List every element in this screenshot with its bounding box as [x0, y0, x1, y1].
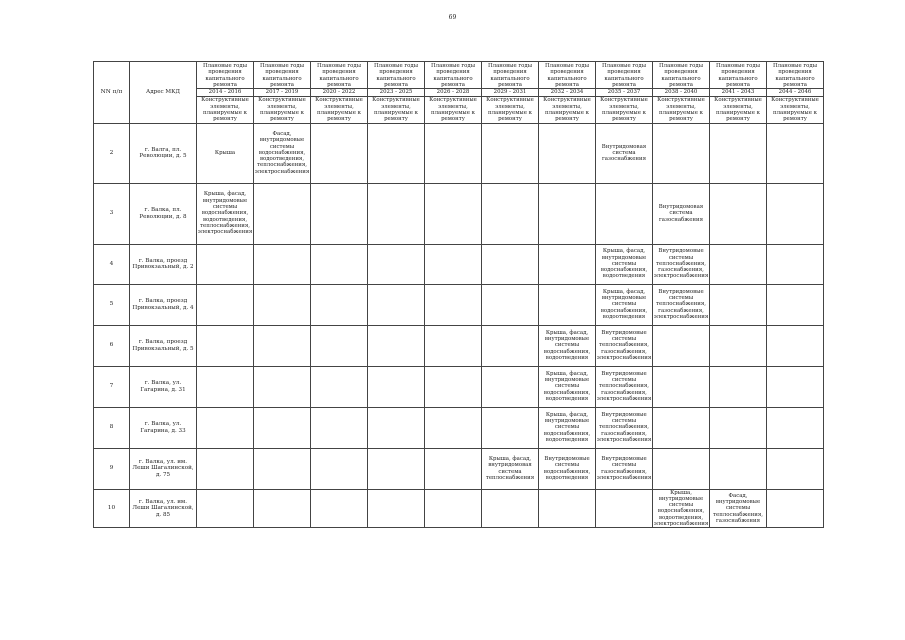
row-number: 8 [94, 407, 130, 448]
period-title: Плановые годы проведения капитального ремонта [259, 62, 305, 88]
table-row [94, 407, 824, 448]
header-period-4 [425, 62, 482, 97]
row-cell-period-0: Крыша, фасад, внутридомовые системы водоснабжения, водоотведения, теплоснабжения, электроснабжения [197, 183, 254, 244]
header-period-5 [482, 62, 539, 97]
row-cell-period-3 [368, 244, 425, 284]
period-title: Плановые годы проведения капитального ремонта [430, 62, 476, 88]
row-cell-period-10 [767, 325, 824, 366]
row-cell-period-8: Внутридомовые системы теплоснабжения, газоснабжения, электроснабжения [653, 284, 710, 325]
row-cell-period-8 [653, 407, 710, 448]
row-cell-period-1 [254, 325, 311, 366]
row-cell-period-1 [254, 183, 311, 244]
row-cell-period-10 [767, 244, 824, 284]
row-cell-period-3 [368, 325, 425, 366]
row-address: г. Валка, ул. Гагарина, д. 33 [130, 407, 197, 448]
row-cell-period-7: Внутридомовая система газоснабжения [596, 123, 653, 183]
row-cell-period-4 [425, 489, 482, 528]
row-cell-period-3 [368, 448, 425, 489]
row-cell-period-5 [482, 123, 539, 183]
header-row-periods [94, 62, 824, 97]
row-cell-period-1 [254, 366, 311, 407]
period-title: Плановые годы проведения капитального ремонта [715, 62, 761, 88]
period-title: Плановые годы проведения капитального ремонта [316, 62, 362, 88]
row-number: 9 [94, 448, 130, 489]
row-cell-period-0 [197, 489, 254, 528]
header-period-1 [254, 62, 311, 97]
period-years: 2038 - 2040 [653, 88, 709, 95]
capital-repair-plan-table [93, 61, 824, 528]
table-row [94, 183, 824, 244]
row-cell-period-0 [197, 366, 254, 407]
period-title: Плановые годы проведения капитального ремонта [373, 62, 419, 88]
header-num: NN п/п [94, 62, 130, 124]
row-cell-period-10 [767, 123, 824, 183]
header-elements-6: Конструктивные элементы, планируемые к ремонту [539, 97, 596, 123]
period-title: Плановые годы проведения капитального ремонта [544, 62, 590, 88]
row-cell-period-9 [710, 244, 767, 284]
period-years: 2023 - 2025 [368, 88, 424, 95]
row-cell-period-5 [482, 407, 539, 448]
row-cell-period-9: Фасад, внутридомовые системы теплоснабжения, газоснабжения [710, 489, 767, 528]
row-cell-period-4 [425, 244, 482, 284]
period-years: 2026 - 2028 [425, 88, 481, 95]
row-cell-period-1: Фасад, внутридомовые системы водоснабжения, водоотведения, теплоснабжения, электроснабжения [254, 123, 311, 183]
period-title: Плановые годы проведения капитального ремонта [772, 62, 818, 88]
header-elements-7: Конструктивные элементы, планируемые к ремонту [596, 97, 653, 123]
header-period-2 [311, 62, 368, 97]
row-cell-period-8: Крыша, внутридомовые системы водоснабжения, водоотведения, электроснабжения [653, 489, 709, 527]
row-cell-period-5 [482, 366, 539, 407]
row-cell-period-5: Крыша, фасад, внутридомовая система теплоснабжения [482, 448, 539, 489]
row-cell-period-2 [311, 448, 368, 489]
row-cell-period-9 [710, 284, 767, 325]
row-cell-period-7: Внутридомовые системы теплоснабжения, газоснабжения, электроснабжения [596, 407, 653, 448]
row-cell-period-7 [596, 183, 653, 244]
row-cell-period-9 [710, 407, 767, 448]
row-cell-period-8 [653, 366, 710, 407]
row-cell-period-2 [311, 284, 368, 325]
row-cell-period-5 [482, 489, 539, 528]
header-row-elements [94, 97, 824, 123]
row-cell-period-4 [425, 448, 482, 489]
page-number: 69 [448, 14, 457, 21]
table-row [94, 366, 824, 407]
row-cell-period-8: Внутридомовая система газоснабжения [653, 183, 710, 244]
row-cell-period-9 [710, 366, 767, 407]
row-number: 5 [94, 284, 130, 325]
table-row [94, 284, 824, 325]
row-cell-period-6: Крыша, фасад, внутридомовые системы водоснабжения, водоотведения [539, 325, 596, 366]
header-period-7 [596, 62, 653, 97]
row-cell-period-3 [368, 183, 425, 244]
row-cell-period-9 [710, 448, 767, 489]
header-period-0 [197, 62, 254, 97]
row-cell-period-2 [311, 366, 368, 407]
row-cell-period-6: Крыша, фасад, внутридомовые системы водоснабжения, водоотведения [539, 366, 596, 407]
period-years: 2032 - 2034 [539, 88, 595, 95]
table-row [94, 244, 824, 284]
row-cell-period-6: Внутридомовые системы водоснабжения, водоотведения [539, 448, 596, 489]
row-address: г. Валка, ул. им. Леши Шагалинской, д. 85 [130, 489, 197, 528]
row-cell-period-8: Внутридомовые системы теплоснабжения, газоснабжения, электроснабжения [653, 244, 710, 284]
header-elements-3: Конструктивные элементы, планируемые к ремонту [368, 97, 425, 123]
row-cell-period-10 [767, 489, 824, 528]
table-row [94, 123, 824, 183]
header-period-8 [653, 62, 710, 97]
row-cell-period-8 [653, 325, 710, 366]
header-elements-0: Конструктивные элементы, планируемые к ремонту [197, 97, 254, 123]
row-cell-period-7: Внутридомовые системы теплоснабжения, газоснабжения, электроснабжения [596, 325, 653, 366]
row-cell-period-10 [767, 366, 824, 407]
header-elements-2: Конструктивные элементы, планируемые к ремонту [311, 97, 368, 123]
row-cell-period-2 [311, 489, 368, 528]
row-cell-period-2 [311, 325, 368, 366]
row-number: 3 [94, 183, 130, 244]
row-number: 7 [94, 366, 130, 407]
row-cell-period-3 [368, 407, 425, 448]
row-cell-period-6 [539, 489, 596, 528]
row-cell-period-9 [710, 325, 767, 366]
period-years: 2044 - 2046 [767, 88, 823, 95]
row-cell-period-2 [311, 244, 368, 284]
header-elements-5: Конструктивные элементы, планируемые к ремонту [482, 97, 539, 123]
row-cell-period-3 [368, 489, 425, 528]
period-title: Плановые годы проведения капитального ремонта [658, 62, 704, 88]
row-cell-period-3 [368, 123, 425, 183]
header-period-9 [710, 62, 767, 97]
row-cell-period-5 [482, 284, 539, 325]
row-number: 4 [94, 244, 130, 284]
row-cell-period-7: Крыша, фасад, внутридомовые системы водоснабжения, водоотведения [596, 244, 653, 284]
row-cell-period-1 [254, 448, 311, 489]
row-cell-period-7: Крыша, фасад, внутридомовые системы водоснабжения, водоотведения [596, 284, 653, 325]
row-address: г. Валка, ул. Гагарина, д. 31 [130, 366, 197, 407]
header-period-3 [368, 62, 425, 97]
row-cell-period-9 [710, 123, 767, 183]
table-row [94, 448, 824, 489]
period-title: Плановые годы проведения капитального ремонта [487, 62, 533, 88]
row-cell-period-7 [596, 489, 653, 528]
period-years: 2035 - 2037 [596, 88, 652, 95]
header-elements-4: Конструктивные элементы, планируемые к ремонту [425, 97, 482, 123]
header-elements-10: Конструктивные элементы, планируемые к ремонту [767, 97, 824, 123]
row-number: 2 [94, 123, 130, 183]
row-cell-period-6 [539, 183, 596, 244]
row-cell-period-3 [368, 366, 425, 407]
row-number: 6 [94, 325, 130, 366]
row-cell-period-0 [197, 407, 254, 448]
row-cell-period-8 [653, 448, 710, 489]
row-cell-period-4 [425, 123, 482, 183]
row-cell-period-1 [254, 489, 311, 528]
row-cell-period-7: Внутридомовые системы теплоснабжения, газоснабжения, электроснабжения [596, 366, 653, 407]
row-cell-period-6: Крыша, фасад, внутридомовые системы водоснабжения, водоотведения [539, 407, 596, 448]
header-address: Адрес МКД [130, 62, 197, 124]
period-years: 2029 - 2031 [482, 88, 538, 95]
row-cell-period-4 [425, 325, 482, 366]
row-cell-period-0 [197, 325, 254, 366]
row-cell-period-8 [653, 123, 710, 183]
row-cell-period-5 [482, 325, 539, 366]
row-cell-period-0 [197, 284, 254, 325]
row-cell-period-1 [254, 284, 311, 325]
row-cell-period-2 [311, 123, 368, 183]
row-cell-period-6 [539, 123, 596, 183]
row-cell-period-2 [311, 183, 368, 244]
row-cell-period-4 [425, 183, 482, 244]
row-address: г. Валка, пл. Революции, д. 8 [130, 183, 197, 244]
period-years: 2014 - 2016 [197, 88, 253, 95]
row-cell-period-9 [710, 183, 767, 244]
row-cell-period-0: Крыша [197, 123, 254, 183]
header-elements-1: Конструктивные элементы, планируемые к ремонту [254, 97, 311, 123]
period-title: Плановые годы проведения капитального ремонта [601, 62, 647, 88]
row-cell-period-6 [539, 244, 596, 284]
header-elements-8: Конструктивные элементы, планируемые к ремонту [653, 97, 710, 123]
period-years: 2017 - 2019 [254, 88, 310, 95]
header-elements-9: Конструктивные элементы, планируемые к ремонту [710, 97, 767, 123]
row-cell-period-3 [368, 284, 425, 325]
row-cell-period-5 [482, 244, 539, 284]
row-cell-period-10 [767, 183, 824, 244]
row-address: г. Валга, пл. Революции, д. 5 [130, 123, 197, 183]
row-cell-period-5 [482, 183, 539, 244]
table-row [94, 325, 824, 366]
row-number: 10 [94, 489, 130, 528]
row-address: г. Валка, проезд Привокзальный, д. 4 [130, 284, 197, 325]
row-cell-period-7: Внутридомовые системы газоснабжения, электроснабжения [596, 448, 653, 489]
row-address: г. Валка, проезд Привокзальный, д. 5 [130, 325, 197, 366]
row-cell-period-1 [254, 407, 311, 448]
row-cell-period-10 [767, 448, 824, 489]
row-cell-period-1 [254, 244, 311, 284]
row-cell-period-0 [197, 448, 254, 489]
row-cell-period-4 [425, 284, 482, 325]
row-address: г. Валка, проезд Привокзальный, д. 2 [130, 244, 197, 284]
period-years: 2020 - 2022 [311, 88, 367, 95]
row-address: г. Валка, ул. им. Леши Шагалинской, д. 75 [130, 448, 197, 489]
row-cell-period-4 [425, 366, 482, 407]
period-title: Плановые годы проведения капитального ремонта [202, 62, 248, 88]
row-cell-period-6 [539, 284, 596, 325]
row-cell-period-10 [767, 284, 824, 325]
row-cell-period-4 [425, 407, 482, 448]
row-cell-period-10 [767, 407, 824, 448]
row-cell-period-0 [197, 244, 254, 284]
row-cell-period-2 [311, 407, 368, 448]
table-row [94, 489, 824, 528]
header-period-6 [539, 62, 596, 97]
header-period-10 [767, 62, 824, 97]
period-years: 2041 - 2043 [710, 88, 766, 95]
